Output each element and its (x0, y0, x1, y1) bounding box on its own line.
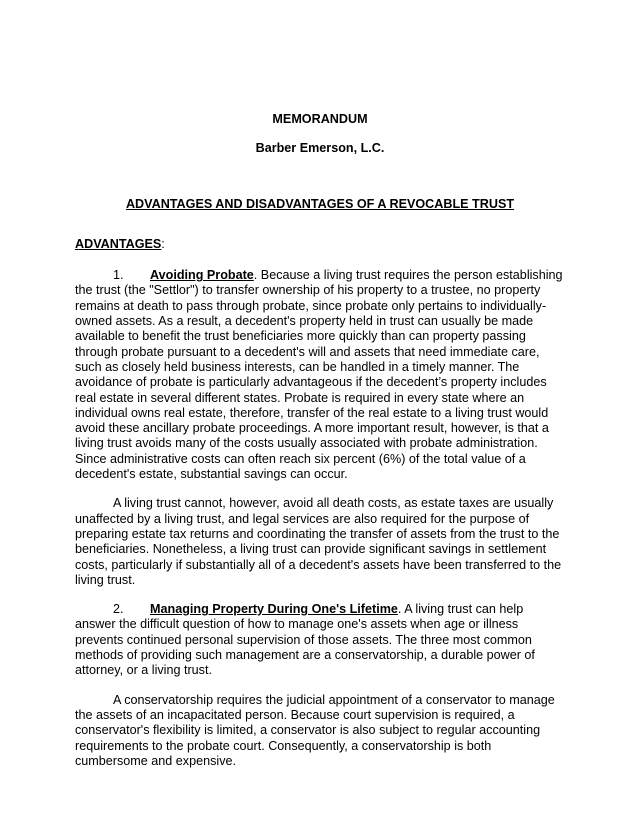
paragraph-number: 2. (113, 602, 124, 617)
section-heading-advantages (75, 237, 565, 252)
paragraph-text: A living trust cannot, however, avoid all death costs, as estate taxes are usually unaffected by a living trust, and legal services are also required for the purpose of preparing estate tax returns and coordinating the transfer of assets from the trust to the beneficiaries. Nonetheless, a living trust can provide significant savings in settlement costs, particularly if substantially all of a decedent's assets have been transferred to the living trust. (75, 496, 562, 587)
document-page (75, 112, 565, 769)
paragraph-text: A conservatorship requires the judicial appointment of a conservator to manage the assets of an incapacitated person. Because court supervision is required, a conservator's flexibility is limited, a conservator is also subject to regular accounting requirements to the probate court. Consequently, a conservatorship is both cumbersome and expensive. (75, 692, 555, 768)
document-title: ADVANTAGES AND DISADVANTAGES OF A REVOCABLE TRUST (125, 196, 515, 211)
paragraph-heading: Avoiding Probate (150, 268, 254, 283)
paragraph-text: . Because a living trust requires the person establishing the trust (the "Settlor") to transfer ownership of his property to a trustee, no property remains at death to pass through probate, since probate only pertains to individually-owned assets. As a result, a decedent's property held in trust can usually be made available to benefit the trust beneficiaries more quickly than can property passing through probate pursuant to a decedent's will and assets that need immediate care, such as closely held business interests, can be handled in a timely manner. The avoidance of probate is particularly advantageous if the decedent’s property includes real estate in several different states. Probate is required in every state where an individual owns real estate, therefore, transfer of the real estate to a living trust would avoid these ancillary probate proceedings. A more important result, however, is that a living trust avoids many of the costs usually associated with probate administration. Since administrative costs can often reach six percent (6%) of the total value of a decedent's estate, substantial savings can occur. (75, 268, 563, 482)
section-heading-label: ADVANTAGES (75, 236, 162, 251)
paragraph-managing-property (75, 602, 565, 678)
memo-title: MEMORANDUM (272, 112, 368, 126)
paragraph-number: 1. (113, 268, 124, 283)
paragraph-avoiding-probate (75, 268, 565, 482)
firm-name: Barber Emerson, L.C. (255, 141, 385, 156)
paragraph-heading: Managing Property During One's Lifetime (150, 602, 398, 617)
paragraph-death-costs (75, 496, 565, 588)
paragraph-text: . A living trust can help answer the difficult question of how to manage one's assets when age or illness prevents continued personal supervision of those assets. The three most common methods of providing such management are a conservatorship, a durable power of attorney, or a living trust. (75, 602, 535, 678)
paragraph-conservatorship (75, 693, 565, 769)
section-heading-colon: : (161, 236, 165, 251)
